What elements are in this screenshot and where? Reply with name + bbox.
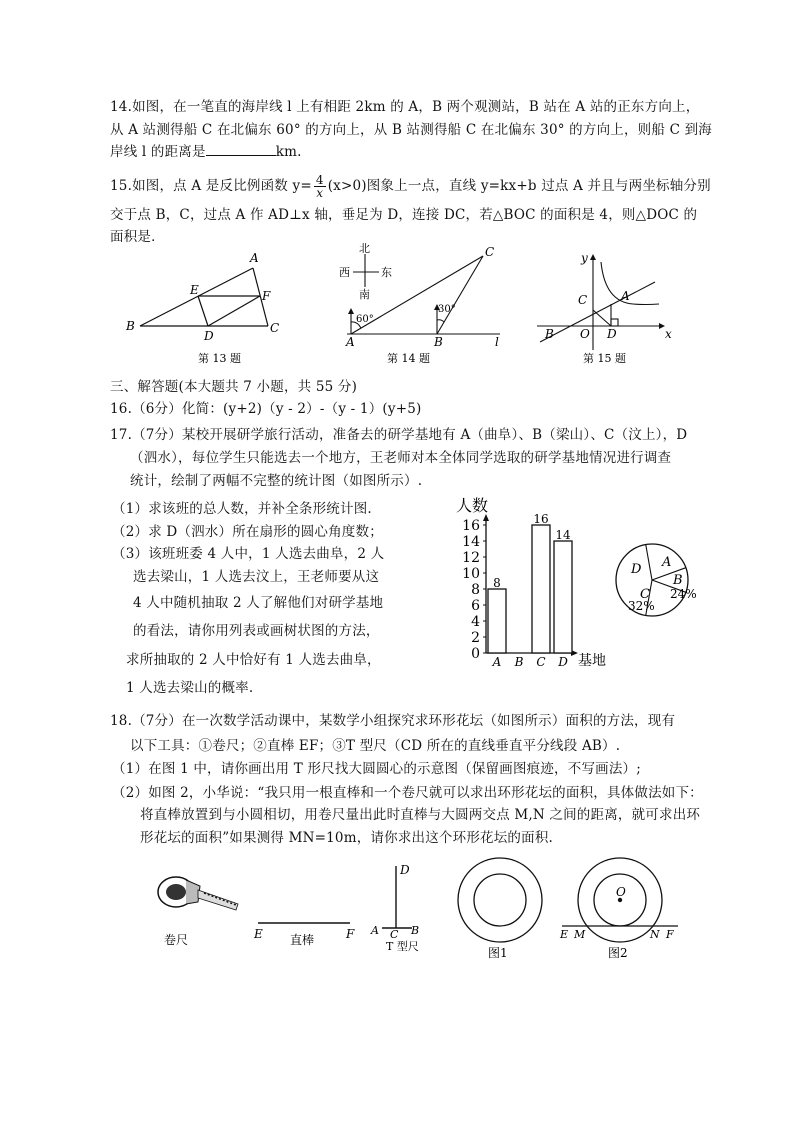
- q14-line1: 14.如图，在一笔直的海岸线 l 上有相距 2km 的 A，B 两个观测站，B 站在 A 站的正东方向上，: [110, 99, 700, 115]
- fig15-label-x: x: [665, 327, 672, 341]
- q15-line3: 面积是．: [110, 229, 165, 245]
- q15-line2: 交于点 B，C，过点 A 作 AD⊥x 轴，垂足为 D，连接 DC，若△BOC 的面积是 4，则△DOC 的: [110, 207, 698, 223]
- t-label-C: C: [390, 928, 399, 941]
- pie-chart: [612, 540, 697, 620]
- bar-D: [554, 541, 572, 653]
- fraction: [314, 174, 326, 199]
- q17-sub1: （1）求该班的总人数，并补全条形统计图.: [112, 501, 372, 517]
- bar-C: [532, 525, 550, 653]
- t-caption: T 型尺: [386, 940, 419, 953]
- fig2-label-F: F: [666, 928, 674, 941]
- fig2-label-E: E: [560, 928, 569, 941]
- fig1-caption: 图1: [488, 946, 508, 960]
- bar-chart: [448, 496, 608, 676]
- fig15-label-O: O: [580, 327, 590, 341]
- fig14-caption: 第 14 题: [387, 352, 430, 365]
- q18-sub2-line2: 将直棒放置到与小圆相切，用卷尺量出此时直棒与大圆两交点 M,N 之间的距离，就可求出环: [140, 807, 701, 823]
- compass-west: 西: [339, 266, 350, 279]
- fig13-segment-ED: [198, 296, 208, 326]
- q17-sub3-5: 求所抽取的 2 人中恰好有 1 人选去曲阜，: [126, 652, 381, 668]
- t-label-B: B: [411, 924, 420, 937]
- figure-14: [335, 242, 510, 367]
- fig14-angle-30: [437, 320, 444, 322]
- y-axis-arrow-icon: [483, 514, 489, 521]
- y-tick-label: 4: [471, 614, 480, 630]
- y-tick-label: 16: [462, 518, 480, 534]
- fig14-angle-30-label: 30°: [438, 304, 456, 315]
- answer-blank[interactable]: [206, 143, 276, 156]
- fig14-angle-60-label: 60°: [356, 314, 374, 325]
- q17-sub3-3: 4 人中随机抽取 2 人了解他们对研学基地: [133, 595, 384, 611]
- fig13-caption: 第 13 题: [198, 352, 241, 365]
- fig15-line-BC: [540, 282, 655, 342]
- fig14-label-B: B: [434, 335, 443, 349]
- t-label-A: A: [371, 924, 379, 937]
- rod-label-F: F: [346, 927, 355, 941]
- pie-label-B: B: [673, 573, 683, 588]
- y-tick-label: 2: [471, 630, 480, 646]
- fig15-label-C: C: [578, 293, 588, 307]
- fig13-segment-BA: [140, 268, 253, 326]
- pie-percent-C: 32%: [628, 599, 655, 613]
- q17-sub3-2: 选去梁山，1 人选去汶上，王老师要从这: [133, 569, 380, 585]
- fig15-segment-DC: [593, 310, 611, 326]
- t-label-D: D: [400, 863, 410, 877]
- fig13-segment-DF: [208, 296, 260, 326]
- fig14-label-l: l: [495, 335, 499, 349]
- arrow-head-icon: [348, 308, 354, 314]
- fig13-label-F: F: [262, 289, 271, 303]
- q18-sub2-line3: 形花坛的面积”如果测得 MN=10m，请你求出这个环形花坛的面积.: [140, 830, 554, 846]
- fig14-segment-BC: [437, 256, 483, 334]
- bar-data-label: 14: [555, 528, 571, 542]
- fig13-label-D: D: [204, 329, 214, 343]
- compass-north: 北: [359, 242, 370, 255]
- pie-label-A: A: [662, 555, 672, 570]
- q16: 16.（6分）化简：(y+2)（y - 2）-（y - 1）(y+5): [110, 401, 422, 417]
- fig13-label-C: C: [270, 321, 280, 335]
- pie-label-D: D: [631, 562, 642, 577]
- bar-data-label: 8: [493, 576, 501, 590]
- q14-line2: 从 A 站测得船 C 在北偏东 60° 的方向上，从 B 站测得船 C 在北偏东 30° 的方向上，则船 C 到海: [110, 122, 712, 138]
- q15-line1-pre: 15.如图，点 A 是反比例函数 y=: [110, 178, 312, 194]
- rod-label-E: E: [254, 927, 263, 941]
- q17-line1: 17.（7分）某校开展研学旅行活动，准备去的研学基地有 A（曲阜）、B（梁山）、C（汶上），D: [110, 427, 688, 443]
- tape-caption: 卷尺: [164, 933, 189, 947]
- fig13-label-E: E: [190, 283, 199, 297]
- q14-line3-text: 岸线 l 的距离是: [110, 144, 206, 160]
- fig15-label-B: B: [545, 327, 554, 341]
- fig15-hyperbola: [601, 262, 659, 305]
- fig1-inner-circle: [474, 874, 526, 926]
- bar-data-label: 16: [533, 512, 549, 526]
- fig2-caption: 图2: [608, 946, 628, 960]
- q15-line1-post: (x>0)图象上一点，直线 y=kx+b 过点 A 并且与两坐标轴分别: [327, 178, 711, 194]
- fig15-right-angle: [611, 319, 618, 326]
- q14-line3: [110, 143, 302, 161]
- y-tick-label: 8: [471, 582, 480, 598]
- y-tick-label: 14: [462, 534, 480, 550]
- fig2-label-O: O: [616, 885, 626, 899]
- fig14-label-A: A: [346, 335, 355, 349]
- bar-xlabel: 基地: [578, 653, 606, 669]
- fig14-label-C: C: [485, 245, 495, 259]
- x-tick-label: C: [536, 655, 546, 669]
- fig2-label-M: M: [574, 928, 586, 941]
- y-tick-label: 10: [462, 566, 480, 582]
- figure-15: [535, 252, 675, 367]
- y-tick-label: 6: [471, 598, 480, 614]
- fig1-outer-circle: [458, 858, 542, 942]
- compass-south: 南: [359, 288, 370, 301]
- fraction-denominator: x: [316, 186, 324, 200]
- q17-sub2: （2）求 D（泗水）所在扇形的圆心角度数；: [112, 524, 383, 540]
- q18-sub1: （1）在图 1 中，请你画出用 T 形尺找大圆圆心的示意图（保留画图痕迹，不写画法）;: [112, 761, 641, 777]
- q18-line1: 18.（7分）在一次数学活动课中，某数学小组探究求环形花坛（如图所示）面积的方法，现有: [110, 713, 676, 729]
- tape-measure-icon: [158, 877, 238, 910]
- q17-sub3-6: 1 人选去梁山的概率.: [126, 680, 254, 696]
- x-tick-label: D: [558, 655, 568, 669]
- q17-sub3-4: 的看法，请你用列表或画树状图的方法，: [133, 623, 380, 639]
- fraction-numerator: 4: [315, 173, 324, 187]
- q18-sub2-line1: （2）如图 2，小华说：“我只用一根直棒和一个卷尺就可以求出环形花坛的面积，具体做法如下：: [112, 785, 703, 801]
- tools-figure: [150, 858, 680, 968]
- fig15-label-D: D: [607, 327, 617, 341]
- y-tick-label: 12: [462, 550, 480, 566]
- q17-sub3-1: （3）该班班委 4 人中，1 人选去曲阜，2 人: [112, 546, 385, 562]
- fig13-label-A: A: [250, 251, 259, 265]
- pie-label-C: C: [640, 587, 650, 602]
- y-tick-label: 0: [471, 646, 480, 662]
- rod-caption: 直棒: [290, 933, 315, 947]
- q17-line2: （泗水），每位学生只能选去一个地方，王老师对本全体同学选取的研学基地情况进行调查: [130, 450, 672, 466]
- compass-east: 东: [381, 266, 392, 279]
- arrow-head-icon: [590, 254, 596, 260]
- section-3-heading: 三、解答题(本大题共 7 小题，共 55 分): [110, 379, 358, 395]
- q14-line3-unit: km.: [275, 144, 302, 160]
- q17-line3: 统计，绘制了两幅不完整的统计图（如图所示）.: [130, 473, 423, 489]
- fig15-label-y: y: [581, 251, 588, 265]
- figure-13: [120, 250, 290, 365]
- q15-line1: [110, 174, 711, 199]
- fig2-label-N: N: [650, 928, 660, 941]
- fig15-caption: 第 15 题: [583, 352, 626, 365]
- x-tick-label: B: [514, 655, 524, 669]
- fig15-label-A: A: [621, 289, 630, 303]
- q18-line2: 以下工具：①卷尺；②直棒 EF；③T 型尺（CD 所在的直线垂直平分线段 AB）.: [130, 738, 621, 754]
- x-tick-label: A: [492, 655, 502, 669]
- bar-ylabel: 人数: [456, 496, 489, 515]
- bar-A: [488, 589, 506, 653]
- fig13-label-B: B: [126, 319, 135, 333]
- pie-percent-B: 24%: [670, 587, 697, 601]
